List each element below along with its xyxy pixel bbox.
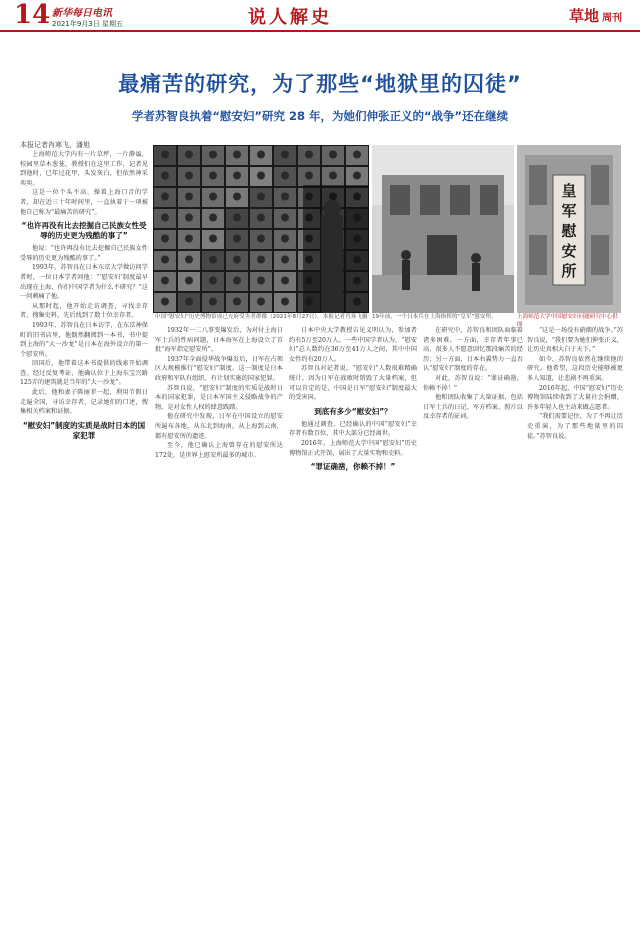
memorial-portrait-face [209, 193, 217, 201]
paragraph: 1937年全面侵华战争爆发后，日军在占领区大规模推行“慰安妇”制度。这一制度是日本政府和军队有组织、有计划实施的国家犯罪。 [155, 355, 283, 382]
memorial-portrait-face [233, 277, 241, 285]
paragraph: 2016年，上海师范大学中国“慰安妇”历史博物馆正式开馆，展出了大量实物和史料。 [289, 439, 417, 457]
paragraph: 上海师范大学内有一片草坪，一片静谧，校园里草木葱茏，教授们在这里工作，记者见到他时，已年过花甲，头发灰白，但依然神采奕奕。 [20, 151, 148, 187]
byline: 本报记者肖寒飞、潘旭 [20, 141, 90, 149]
paragraph: 2016年起，中国“慰安妇”历史博物馆陆续收到了大量社会捐赠，许多年轻人也主动来做志愿者。 [527, 384, 623, 411]
memorial-portrait-face [353, 151, 361, 159]
memorial-portrait-face [209, 151, 217, 159]
memorial-portrait-face [233, 172, 241, 180]
memorial-wall-image [153, 145, 369, 313]
memorial-portrait-face [353, 172, 361, 180]
section-heading: “慰安妇”制度的实质是战时日本的国家犯罪 [22, 420, 146, 440]
paragraph: 1993年，苏智良在日本访学，在东京神保町的旧书店里，他偶然翻阅到一本书，书中提到上海的“大一沙龙”是日本在海外设立的第一个慰安所。 [20, 321, 148, 358]
memorial-portrait-face [329, 172, 337, 180]
memorial-portrait-face [281, 277, 289, 285]
memorial-portrait-face [209, 298, 217, 306]
paragraph: 此后，他和妻子陈丽菲一起，利用节假日走遍全国，寻访幸存者，记录她们的口述，搜集相关档案和证据。 [20, 389, 148, 416]
memorial-portrait-face [233, 151, 241, 159]
paragraph: 他说：“也许再没有比去挖掘自己民族女性受辱的历史更为残酷的事了。” [20, 245, 148, 262]
paragraph: 这是一位个头不高、操着上海口音的学者，却在近三十年时间里，一直执着于一项被他自己称为“最痛苦的研究”。 [20, 189, 148, 216]
memorial-portrait-face [233, 256, 241, 264]
memorial-portrait-face [161, 277, 169, 285]
section-title: 说人解史 [248, 7, 332, 28]
memorial-portrait-face [305, 151, 313, 159]
subheadline: 学者苏智良执着“慰安妇”研究 28 年，为她们伸张正义的“战争”还在继续 [131, 109, 509, 123]
paragraph: 他和团队收集了大量证据，包括日军士兵的日记、军方档案、照片以及幸存者的证词。 [423, 394, 523, 421]
memorial-portrait-face [161, 256, 169, 264]
memorial-portrait-face [281, 193, 289, 201]
memorial-portrait-face [233, 298, 241, 306]
article-column-2 [155, 326, 283, 915]
paragraph: 日本中央大学教授吉见义明认为，参加者约有5万至20万人。一些中国学者认为，“慰安妇”总人数约在36万至41万人之间，其中中国女性约有20万人。 [289, 327, 417, 363]
memorial-portrait-face [185, 298, 193, 306]
memorial-portrait-face [257, 151, 265, 159]
memorial-portrait-face [161, 214, 169, 222]
memorial-portrait-face [281, 235, 289, 243]
article-column-4 [423, 326, 523, 915]
memorial-portrait-face [257, 235, 265, 243]
memorial-portrait-face [233, 235, 241, 243]
memorial-portrait-face [329, 151, 337, 159]
paragraph: 苏智良对记者说，“慰安妇”人数很难精确统计，因为日军在战败时销毁了大量档案，但可以肯定的是，中国是日军“慰安妇”制度最大的受害国。 [289, 365, 417, 402]
paragraph: 苏智良说，“慰安妇”制度的实质是战时日本的国家犯罪，是日本军国主义侵略战争的产物，是对女性人权的肆意践踏。 [155, 384, 283, 411]
comfort-house-sign: 皇军慰安所 [561, 182, 577, 280]
memorial-portrait-face [185, 193, 193, 201]
memorial-portrait-face [161, 193, 169, 201]
comfort-station-image [372, 145, 514, 313]
memorial-portrait-face [257, 172, 265, 180]
article-column-5 [527, 326, 623, 915]
memorial-wall-photo [153, 145, 369, 313]
memorial-portrait-face [185, 235, 193, 243]
memorial-portrait-face [161, 235, 169, 243]
paragraph: 1932年一二八事变爆发后，为对付上海日军士兵的性病问题，日本海军在上海设立了首批“海军指定慰安所”。 [155, 327, 283, 354]
memorial-portrait-face [257, 277, 265, 285]
memorial-portrait-face [281, 151, 289, 159]
memorial-portrait-face [305, 172, 313, 180]
paragraph: “这是一场没有硝烟的战争。”苏智良说，“我们要为她们伸张正义，让历史真相大白于天下。” [527, 327, 623, 354]
comfort-station-caption: 19年前，一个日本兵在上海指挥的“皇军”慰安所。 [372, 314, 497, 320]
memorial-portrait-face [185, 277, 193, 285]
memorial-portrait-face [161, 172, 169, 180]
memorial-portrait-face [281, 256, 289, 264]
section-heading: “罪证确凿，你赖不掉！” [310, 462, 396, 472]
weekly-brand-name: 草地 [568, 7, 599, 25]
headline: 最痛苦的研究，为了那些“地狱里的囚徒” [118, 72, 522, 96]
paragraph: 1993年，苏智良在日本东京大学做访问学者时，一位日本学者问他：“‘慰安妇’制度最早出现在上海，你们中国学者为什么不研究？”这一问刺痛了他。 [20, 264, 148, 301]
paper-name [52, 4, 112, 19]
memorial-portrait-face [209, 172, 217, 180]
memorial-portrait-face [257, 214, 265, 222]
article-column-1 [20, 150, 148, 915]
paragraph: 从那时起，他开始走访调查，寻找幸存者，搜集史料，先后找到了数十位幸存者。 [20, 302, 148, 320]
memorial-portrait-face [209, 235, 217, 243]
paragraph: 至今，他已确认上海曾存在的慰安所达172处，是世界上慰安所最多的城市。 [155, 442, 283, 459]
page-number: 14 [14, 0, 51, 30]
memorial-portrait-face [281, 214, 289, 222]
memorial-portrait-face [281, 298, 289, 306]
memorial-portrait-face [257, 193, 265, 201]
memorial-portrait-face [257, 256, 265, 264]
issue-date: 2021年9月3日 星期五 [52, 20, 123, 28]
memorial-portrait-face [209, 256, 217, 264]
paragraph: 对此，苏智良说：“罪证确凿，你赖不掉！” [423, 374, 523, 392]
paragraph: 在研究中，苏智良和团队面临着诸多困难。一方面，幸存者年事已高，很多人不愿意回忆那段痛苦的经历；另一方面，日本右翼势力一直否认“慰安妇”制度的存在。 [423, 327, 523, 373]
section-heading: “也许再没有比去挖掘自己民族女性受辱的历史更为残酷的事了” [21, 221, 147, 241]
memorial-portrait-face [257, 298, 265, 306]
paragraph: 他通过调查，已经确认的中国“慰安妇”幸存者有数百位，其中大部分已经离世。 [289, 420, 417, 438]
paragraph: 回国后，他带着这本书提供的线索开始调查。经过反复考证，他确认位于上海东宝兴路125弄的建筑就是当年的“大一沙龙”。 [20, 360, 148, 387]
memorial-portrait-face [185, 214, 193, 222]
memorial-portrait-face [185, 151, 193, 159]
memorial-portrait-face [161, 151, 169, 159]
paper-name-text: 新华每日电讯 [52, 8, 112, 19]
weekly-label: 周刊 [602, 13, 622, 24]
memorial-portrait-face [161, 298, 169, 306]
memorial-wall-caption: 中国“慰安妇”历史博物馆成已充府受害者群像（2021年8月27日）。本报记者肖寒飞摄 [155, 314, 368, 320]
weekly-brand [569, 5, 622, 26]
memorial-portrait-face [185, 256, 193, 264]
article-column-3 [289, 326, 417, 915]
memorial-portrait-face [185, 172, 193, 180]
memorial-portrait-face [233, 214, 241, 222]
memorial-portrait-face [233, 193, 241, 201]
memorial-portrait-face [209, 214, 217, 222]
comfort-station-photo [372, 145, 514, 313]
paragraph: “我们需要记住，为了不再让历史重演，为了那些地狱里的囚徒。”苏智良说。 [527, 413, 623, 440]
paragraph: 如今，苏智良依然在继续他的研究。他希望，这段历史能够被更多人知道，让悲剧不再重演。 [527, 355, 623, 382]
paragraph: 他在研究中发现，日军在中国设立的慰安所遍布各地，从东北到海南，从上海到云南，都有慰安所的遗迹。 [155, 413, 283, 440]
comfort-house-photo [517, 145, 621, 313]
comfort-house-caption: 上海师范大学中国慰安妇问题研究中心供图 [517, 314, 618, 328]
masthead [0, 0, 640, 32]
memorial-portrait-face [281, 172, 289, 180]
memorial-portrait-face [209, 277, 217, 285]
section-heading: 到底有多少“慰安妇”？ [314, 406, 392, 416]
